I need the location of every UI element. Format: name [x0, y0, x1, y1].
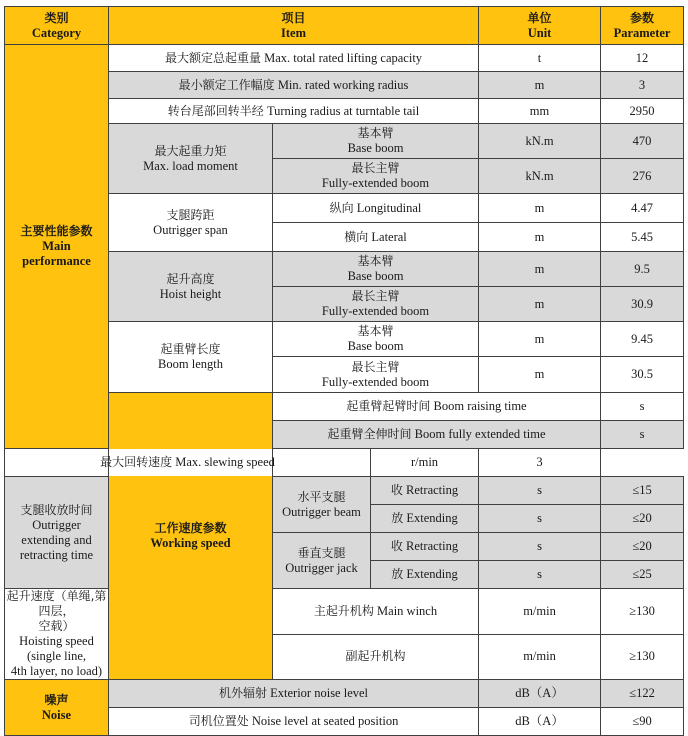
- sub-item-base-boom: 基本臂 Base boom: [273, 252, 479, 287]
- value-cell: 9.45: [601, 322, 684, 357]
- table-row: [5, 477, 684, 505]
- table-row: [5, 449, 684, 477]
- header-item: 项目 Item: [109, 7, 479, 45]
- sub-item-lateral: 横向 Lateral: [273, 223, 479, 252]
- unit-cell: s: [479, 505, 601, 533]
- spec-table: [4, 6, 684, 736]
- value-cell: 3: [601, 72, 684, 99]
- header-row: [5, 7, 684, 45]
- sub-item-full-boom: 最长主臂 Fully-extended boom: [273, 357, 479, 393]
- value-cell: ≥130: [601, 589, 684, 635]
- unit-cell: m: [479, 194, 601, 223]
- header-parameter: 参数 Parameter: [601, 7, 684, 45]
- value-cell: ≥130: [601, 634, 684, 680]
- sub-item-aux-winch: 副起升机构: [273, 634, 479, 680]
- unit-cell: m: [479, 223, 601, 252]
- item-outrigger-time: 支腿收放时间Outrigger extending and retracting time: [5, 477, 109, 589]
- unit-cell: r/min: [371, 449, 479, 477]
- item-tail-radius: 转台尾部回转半经 Turning radius at turntable tail: [109, 99, 479, 124]
- unit-cell: s: [601, 421, 684, 449]
- header-unit: 单位 Unit: [479, 7, 601, 45]
- category-working-speed: 工作速度参数 Working speed: [109, 393, 273, 680]
- unit-cell: s: [479, 533, 601, 561]
- unit-cell: kN.m: [479, 159, 601, 194]
- sub-item-main-winch: 主起升机构 Main winch: [273, 589, 479, 635]
- item-hoisting-speed: 起升速度（单绳,第四层， 空载） Hoisting speed (single line, 4th layer, no load): [5, 589, 109, 680]
- unit-cell: m: [479, 72, 601, 99]
- unit-cell: s: [601, 393, 684, 421]
- unit-cell: m/min: [479, 589, 601, 635]
- value-cell: 2950: [601, 99, 684, 124]
- sub-item-longitudinal: 纵向 Longitudinal: [273, 194, 479, 223]
- value-cell: 4.47: [601, 194, 684, 223]
- unit-cell: dB（A）: [479, 708, 601, 736]
- item-min-radius: 最小额定工作幅度 Min. rated working radius: [109, 72, 479, 99]
- value-cell: 276: [601, 159, 684, 194]
- item-boom-raise: 起重臂起臂时间 Boom raising time: [273, 393, 601, 421]
- category-main-performance: 主要性能参数 Main performance: [5, 45, 109, 449]
- item-noise-exterior: 机外辐射 Exterior noise level: [109, 680, 479, 708]
- item-outrigger-span: 支腿跨距 Outrigger span: [109, 194, 273, 252]
- value-cell: 30.9: [601, 287, 684, 322]
- unit-cell: s: [479, 477, 601, 505]
- item-boom-extend: 起重臂全伸时间 Boom fully extended time: [273, 421, 601, 449]
- header-category: 类别 Category: [5, 7, 109, 45]
- value-cell: ≤15: [601, 477, 684, 505]
- sub-item-extending: 放 Extending: [371, 505, 479, 533]
- item-load-moment: 最大起重力矩 Max. load moment: [109, 124, 273, 194]
- category-noise: 噪声 Noise: [5, 680, 109, 736]
- unit-cell: m: [479, 357, 601, 393]
- sub-item-full-boom: 最长主臂 Fully-extended boom: [273, 287, 479, 322]
- unit-cell: s: [479, 561, 601, 589]
- unit-cell: mm: [479, 99, 601, 124]
- value-cell: ≤25: [601, 561, 684, 589]
- sub-item-base-boom: 基本臂 Base boom: [273, 124, 479, 159]
- item-hoist-height: 起升高度 Hoist height: [109, 252, 273, 322]
- value-cell: ≤90: [601, 708, 684, 736]
- table-row: [5, 680, 684, 708]
- value-cell: 5.45: [601, 223, 684, 252]
- value-cell: ≤20: [601, 533, 684, 561]
- value-cell: 12: [601, 45, 684, 72]
- sub-item-outrigger-beam: 水平支腿 Outrigger beam: [273, 477, 371, 533]
- value-cell: 30.5: [601, 357, 684, 393]
- unit-cell: dB（A）: [479, 680, 601, 708]
- sub-item-extending: 放 Extending: [371, 561, 479, 589]
- unit-cell: m/min: [479, 634, 601, 680]
- unit-cell: kN.m: [479, 124, 601, 159]
- unit-cell: m: [479, 252, 601, 287]
- value-cell: 3: [479, 449, 601, 477]
- item-max-lift: 最大额定总起重量 Max. total rated lifting capacity: [109, 45, 479, 72]
- value-cell: ≤122: [601, 680, 684, 708]
- unit-cell: m: [479, 322, 601, 357]
- sub-item-full-boom: 最长主臂 Fully-extended boom: [273, 159, 479, 194]
- item-boom-length: 起重臂长度 Boom length: [109, 322, 273, 393]
- sub-item-retracting: 收 Retracting: [371, 533, 479, 561]
- sub-item-outrigger-jack: 垂直支腿 Outrigger jack: [273, 533, 371, 589]
- sub-item-retracting: 收 Retracting: [371, 477, 479, 505]
- value-cell: ≤20: [601, 505, 684, 533]
- table-row: [5, 45, 684, 72]
- unit-cell: t: [479, 45, 601, 72]
- table-row: [5, 589, 684, 635]
- sub-item-base-boom: 基本臂 Base boom: [273, 322, 479, 357]
- unit-cell: m: [479, 287, 601, 322]
- item-noise-seat: 司机位置处 Noise level at seated position: [109, 708, 479, 736]
- item-slewing-speed: 最大回转速度 Max. slewing speed: [5, 449, 371, 477]
- value-cell: 9.5: [601, 252, 684, 287]
- value-cell: 470: [601, 124, 684, 159]
